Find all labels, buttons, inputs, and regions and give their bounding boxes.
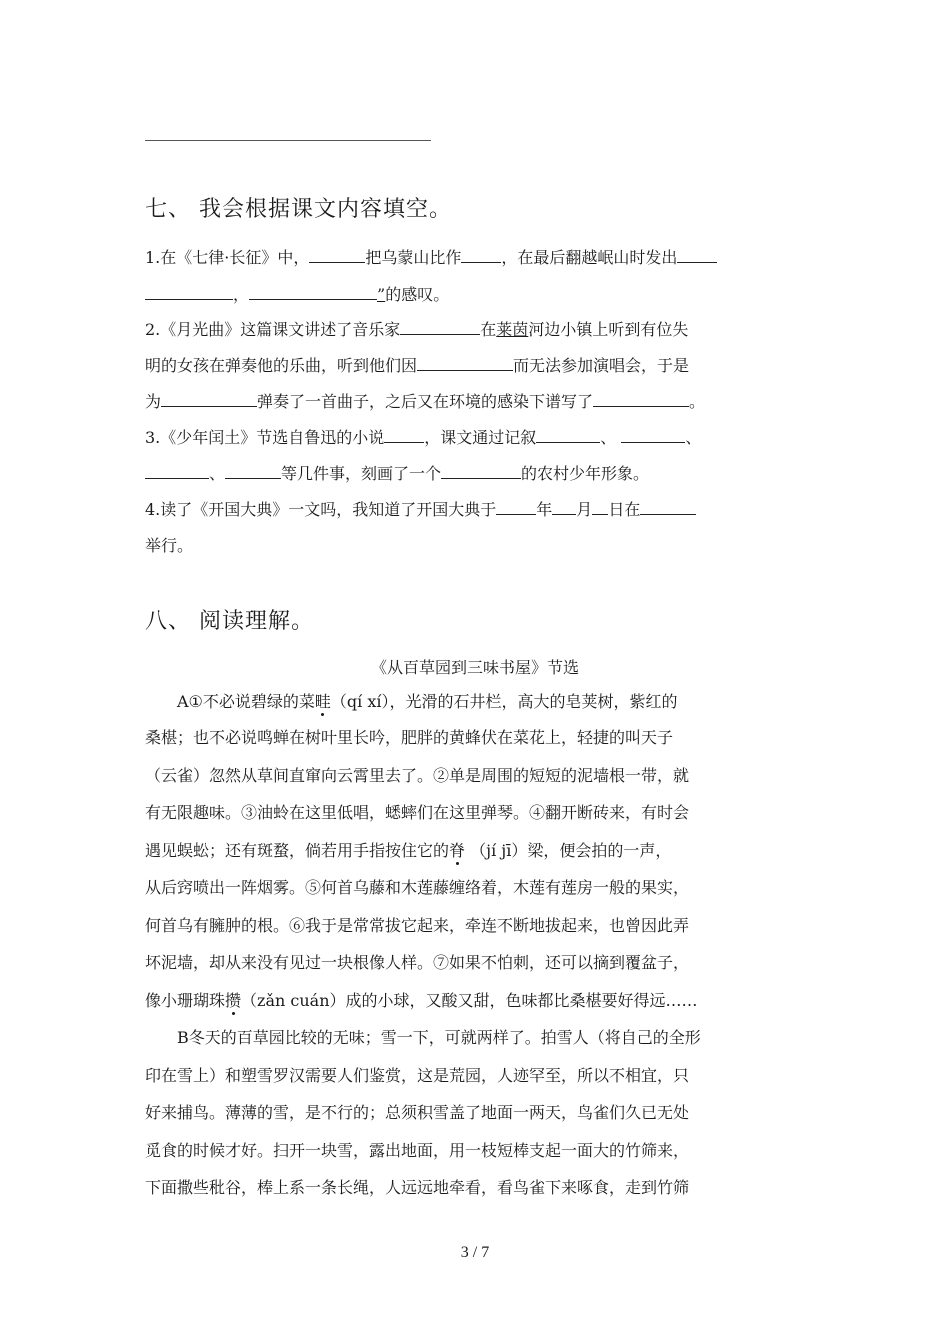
q3-blank-4[interactable]	[145, 464, 209, 479]
q2-line-1: 2.《月光曲》这篇课文讲述了音乐家 在莱茵河边小镇上听到有位失	[145, 320, 689, 339]
q3-blank-5[interactable]	[225, 464, 281, 479]
para-a-line: 遇见蜈蚣；还有斑蝥，倘若用手指按住它的脊 （jí jī）梁，便会拍的一声，	[145, 841, 672, 860]
q2-blank-1[interactable]	[400, 320, 480, 335]
para-a-line: 桑椹；也不必说鸣蝉在树叶里长吟，肥胖的黄蜂伏在菜花上，轻捷的叫天子	[145, 728, 674, 747]
q4-blank-place[interactable]	[640, 500, 696, 515]
q1-blank-3[interactable]	[677, 248, 717, 263]
q1-blank-4[interactable]	[145, 285, 233, 300]
q1-blank-5[interactable]	[249, 285, 377, 300]
para-a-line: A①不必说碧绿的菜畦（qí xí），光滑的石井栏，高大的皂荚树，紫红的	[177, 692, 678, 711]
para-a-line: 有无限趣味。③油蛉在这里低唱，蟋蟀们在这里弹琴。④翻开断砖来，有时会	[145, 803, 690, 822]
passage-title: 《从百草园到三味书屋》节选	[370, 658, 579, 677]
q1-blank-1[interactable]	[309, 248, 365, 263]
q1-line-1: 1.在《七律·长征》中， 把乌蒙山比作 ，在最后翻越岷山时发出	[145, 248, 717, 268]
page-number: 3 / 7	[460, 1244, 490, 1261]
para-a-line: 像小珊瑚珠攒（zǎn cuán）成的小球，又酸又甜，色味都比桑椹要好得远……	[145, 991, 698, 1010]
q2-blank-2[interactable]	[417, 356, 513, 371]
para-b-line: B冬天的百草园比较的无味；雪一下，可就两样了。拍雪人（将自己的全形	[177, 1028, 701, 1047]
q2-blank-4[interactable]	[593, 392, 689, 407]
q4-blank-year[interactable]	[496, 500, 536, 515]
para-a-line: 从后窍喷出一阵烟雾。⑤何首乌藤和木莲藤缠络着，木莲有莲房一般的果实，	[145, 878, 690, 897]
q2-blank-3[interactable]	[161, 392, 257, 407]
para-b-line: 印在雪上）和塑雪罗汉需要人们鉴赏，这是荒园，人迹罕至，所以不相宜，只	[145, 1066, 690, 1085]
para-b-line: 好来捕鸟。薄薄的雪，是不行的；总须积雪盖了地面一两天，鸟雀们久已无处	[145, 1103, 690, 1122]
para-a-line: 坏泥墙，却从来没有见过一块根像人样。⑦如果不怕刺，还可以摘到覆盆子，	[145, 953, 690, 972]
q3-blank-3[interactable]	[621, 428, 685, 443]
q3-blank-2[interactable]	[536, 428, 600, 443]
q2-line-2: 明的女孩在弹奏他的乐曲，听到他们因 而无法参加演唱会，于是	[145, 356, 690, 375]
para-a-line: （云雀）忽然从草间直窜向云霄里去了。②单是周围的短短的泥墙根一带，就	[145, 766, 690, 785]
q3-line-1: 3.《少年闰土》节选自鲁迅的小说 ，课文通过记叙 、 、	[145, 428, 702, 447]
q1-blank-2[interactable]	[461, 248, 501, 263]
q3-line-2: 、 等几件事，刻画了一个 的农村少年形象。	[145, 464, 649, 484]
q1-line-2: ， ”的感叹。	[145, 285, 449, 305]
section-8-heading: 八、 阅读理解。	[145, 609, 314, 634]
q3-blank-6[interactable]	[441, 464, 521, 479]
q4-line-1: 4.读了《开国大典》一文吗，我知道了开国大典于 年 月 日在	[145, 500, 696, 520]
para-b-line: 下面撒些秕谷，棒上系一条长绳，人远远地牵看，看鸟雀下来啄食，走到竹筛	[145, 1178, 690, 1197]
q4-blank-day[interactable]	[592, 500, 608, 515]
q3-blank-1[interactable]	[384, 428, 424, 443]
para-a-line: 何首乌有臃肿的根。⑥我于是常常拔它起来，牵连不断地拔起来，也曾因此弄	[145, 916, 690, 935]
answer-line	[145, 140, 431, 141]
q2-line-3: 为 弹奏了一首曲子，之后又在环境的感染下谱写了 。	[145, 392, 706, 411]
q4-blank-month[interactable]	[552, 500, 576, 515]
q4-line-2: 举行。	[145, 536, 194, 555]
section-7-heading: 七、 我会根据课文内容填空。	[145, 197, 452, 222]
para-b-line: 觅食的时候才好。扫开一块雪，露出地面，用一枝短棒支起一面大的竹筛来，	[145, 1141, 690, 1160]
